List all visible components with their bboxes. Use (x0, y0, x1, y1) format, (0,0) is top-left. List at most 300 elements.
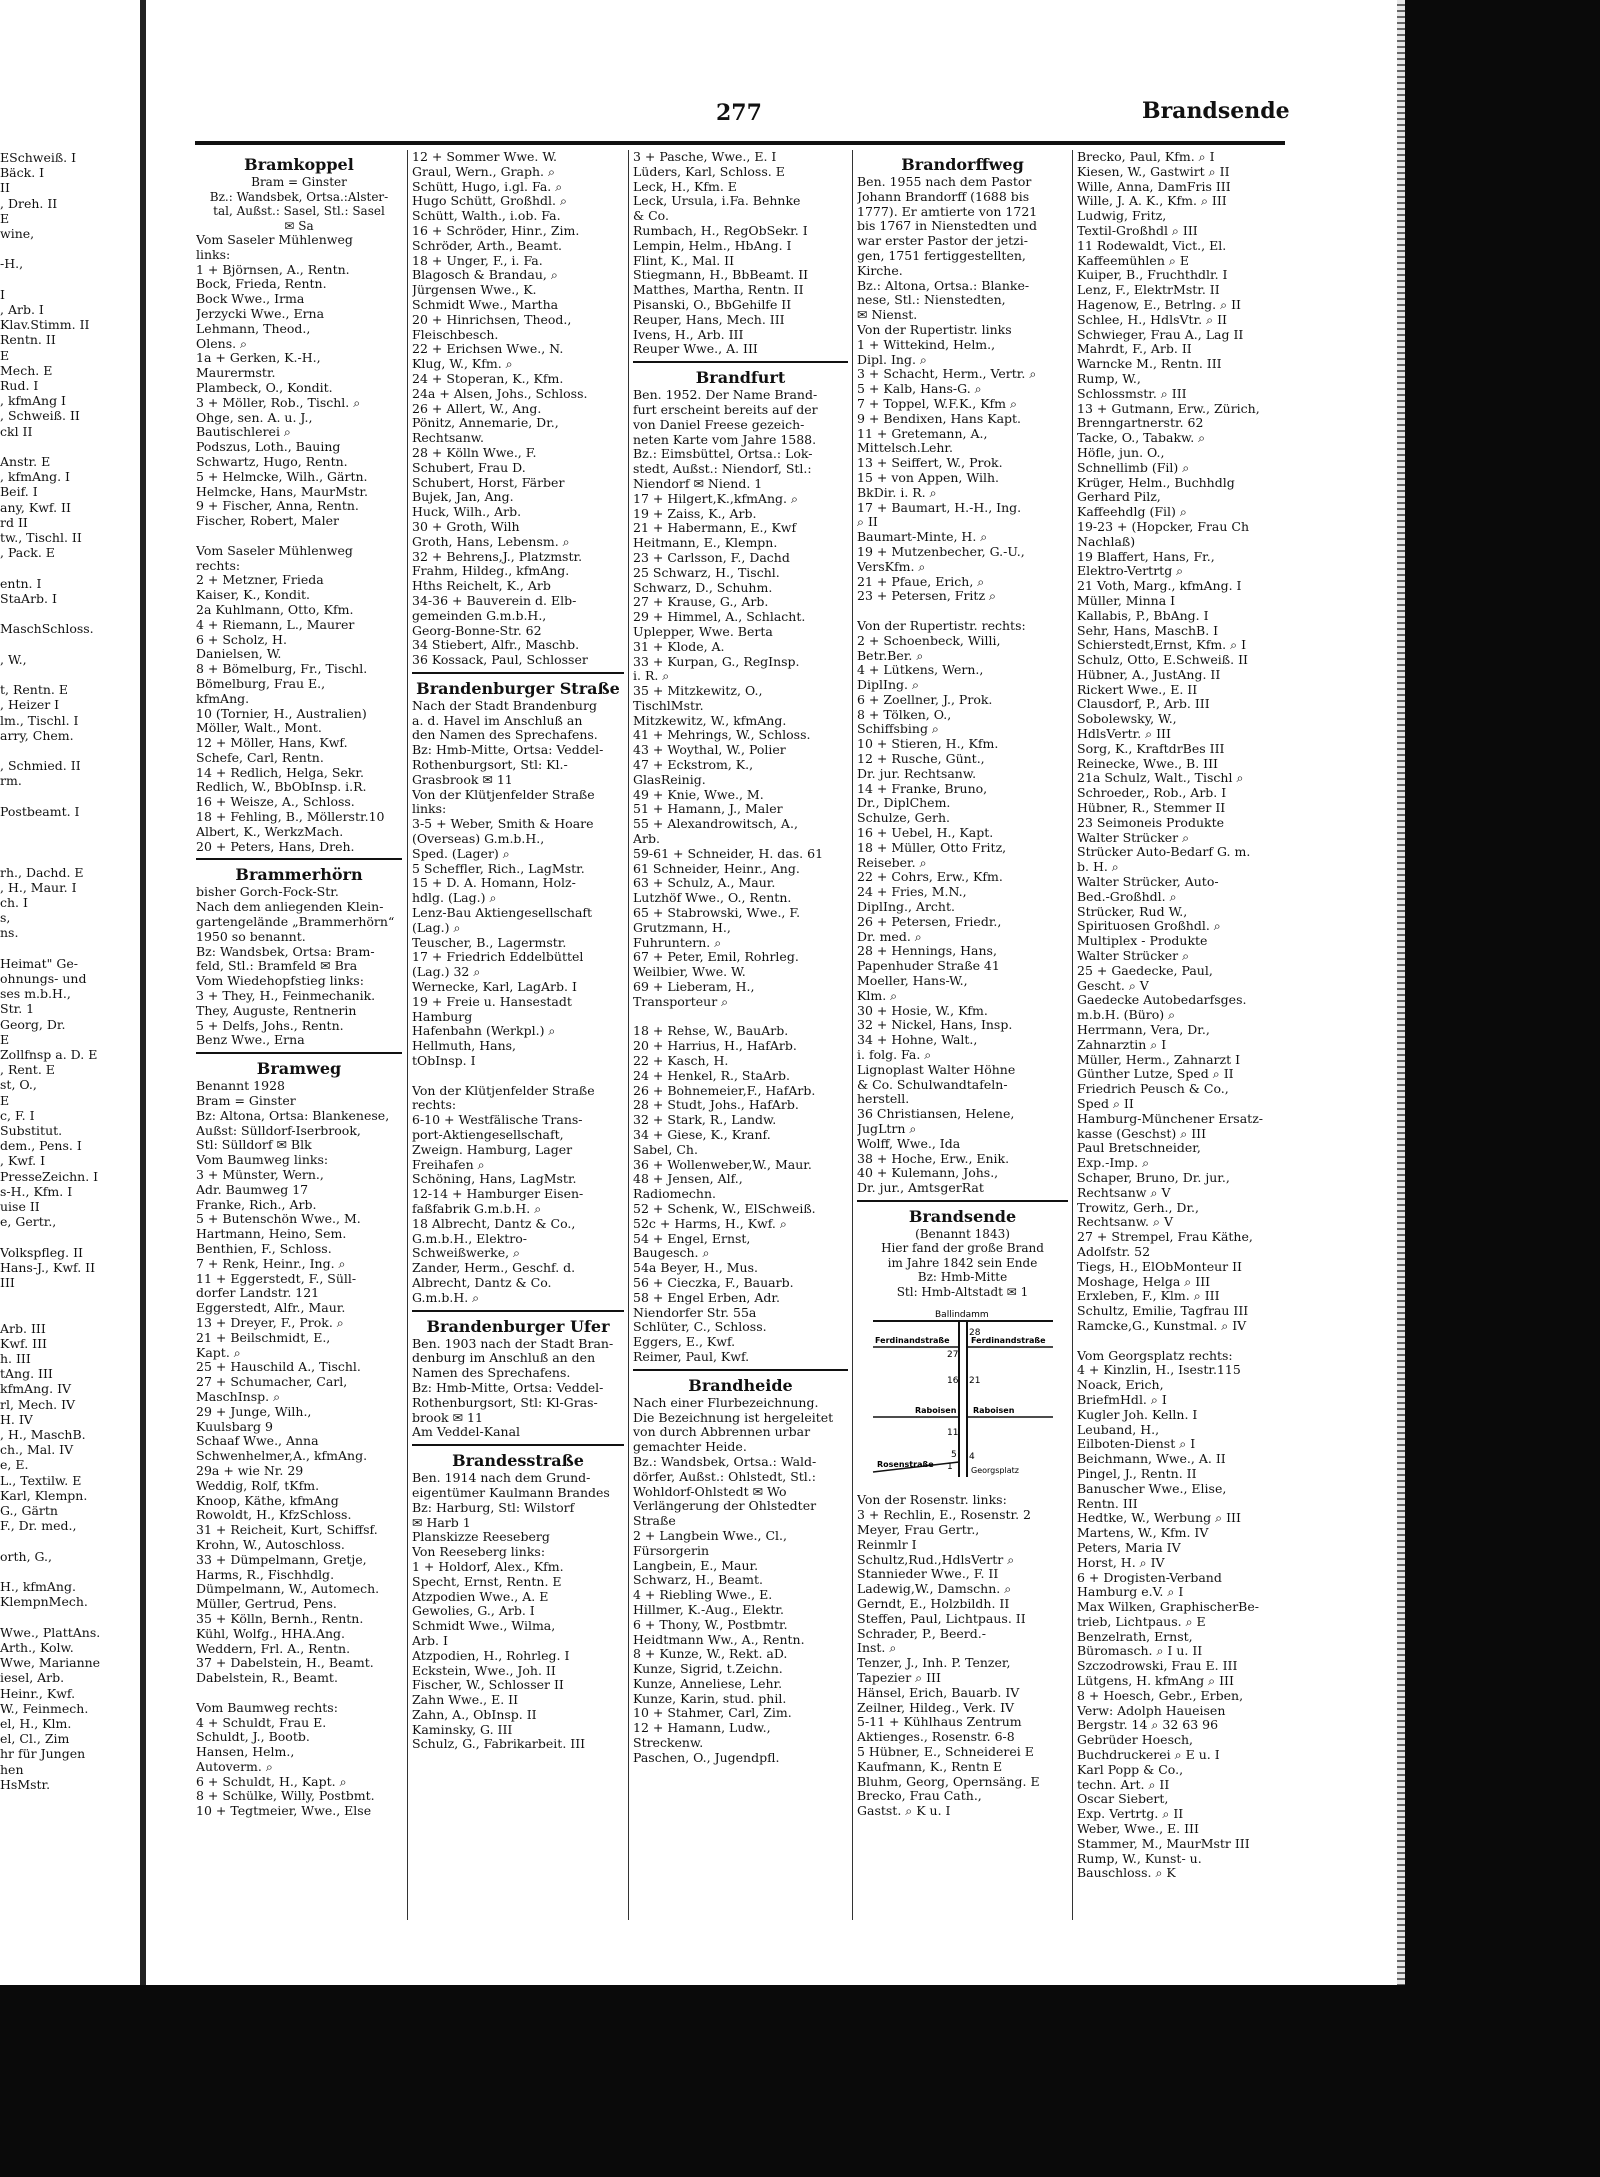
directory-line: el, Cl., Zim (0, 1731, 70, 1747)
directory-line: W., Feinmech. (0, 1700, 89, 1716)
directory-line: Zweign. Hamburg, Lager (412, 1142, 573, 1157)
directory-line: 32 + Stark, R., Landw. (633, 1113, 777, 1128)
directory-line: Gerhard Pilz, (1077, 490, 1161, 505)
directory-line: Zahn Wwe., E. II (412, 1693, 519, 1708)
directory-line: Olens. ⌕ (196, 336, 248, 351)
directory-line: 24 + Stoperan, K., Kfm. (412, 371, 564, 386)
directory-line: Paschen, O., Jugendpfl. (633, 1750, 780, 1765)
directory-line: 28 + Hennings, Hans, (857, 944, 997, 959)
directory-line: Schefe, Carl, Rentn. (196, 750, 324, 765)
directory-line (0, 439, 140, 454)
directory-line: 16 + Weisze, A., Schloss. (196, 795, 355, 810)
directory-line: Rentn. III (1077, 1496, 1138, 1511)
directory-line: E (0, 1031, 10, 1047)
address-list (633, 388, 848, 1365)
section-rule (196, 858, 402, 860)
directory-line: , W., (0, 651, 27, 667)
directory-line: L., Textilw. E (0, 1472, 82, 1488)
directory-line: Hamburg-Münchener Ersatz- (1077, 1111, 1264, 1126)
directory-line: Schulz, G., Fabrikarbeit. III (412, 1737, 586, 1752)
directory-line: Hugo Schütt, Großhdl. ⌕ (412, 194, 567, 209)
directory-line: Ohge, sen. A. u. J., (196, 410, 313, 425)
directory-line: 16 + Schröder, Hinr., Zim. (412, 223, 580, 238)
directory-line: links: (412, 802, 447, 817)
directory-line: 31 + Reicheit, Kurt, Schiffsf. (196, 1523, 378, 1538)
directory-line: Helmcke, Hans, MaurMstr. (196, 484, 368, 499)
directory-line: Möller, Walt., Mont. (196, 721, 322, 736)
directory-line (0, 606, 140, 621)
directory-line: Schöning, Hans, LagMstr. (412, 1172, 577, 1187)
directory-line: 8 + Bömelburg, Fr., Tischl. (196, 662, 368, 677)
directory-line: Walter Strücker, Auto- (1077, 875, 1219, 890)
directory-line: Multiplex - Produkte (1077, 934, 1208, 949)
directory-line: , Schmied. II (0, 758, 81, 774)
directory-line: wine, (0, 226, 35, 242)
directory-line: hdlg. (Lag.) ⌕ (412, 891, 497, 906)
directory-line: 21 + Habermann, E., Kwf (633, 521, 797, 536)
directory-line: Exp. Vertrtg. ⌕ II (1077, 1807, 1184, 1822)
directory-line: Lenz-Bau Aktiengesellschaft (412, 906, 593, 921)
directory-line: Harms, R., Fischhdlg. (196, 1567, 335, 1582)
directory-line: Grasbrook ✉ 11 (412, 772, 513, 787)
directory-line: Bock, Frieda, Rentn. (196, 277, 327, 292)
section-rule (857, 1200, 1068, 1202)
directory-line: , Schweiß. II (0, 408, 80, 424)
directory-line: furt erscheint bereits auf der (633, 402, 818, 417)
directory-line: 26 + Allert, W., Ang. (412, 401, 542, 416)
directory-line: 49 + Knie, Wwe., M. (633, 787, 764, 802)
column-4 (857, 150, 1068, 1930)
directory-line: Kwf. III (0, 1335, 47, 1351)
directory-line: 34 Stiebert, Alfr., Maschb. (412, 638, 580, 653)
directory-line: 7 + Toppel, W.F.K., Kfm ⌕ (857, 396, 1017, 411)
directory-line: 4 + Kinzlin, H., Isestr.115 (1077, 1363, 1241, 1378)
directory-line: 8 + Tölken, O., (857, 707, 952, 722)
directory-line: 29 + Himmel, A., Schlacht. (633, 610, 806, 625)
directory-line: Str. 1 (0, 1001, 35, 1017)
directory-line: 3 + Pasche, Wwe., E. I (633, 150, 777, 164)
directory-line: Bauschloss. ⌕ K (1077, 1866, 1176, 1881)
directory-line: 23 + Carlsson, F., Dachd (633, 550, 790, 565)
previous-page-fragment (0, 150, 140, 1930)
directory-line: Bergstr. 14 ⌕ 32 63 96 (1077, 1718, 1219, 1733)
directory-line: 11 + Gretemann, A., (857, 426, 988, 441)
directory-line: Von der Klütjenfelder Straße (412, 787, 595, 802)
directory-line: Hamburg (412, 1009, 473, 1024)
directory-line: 16 + Uebel, H., Kapt. (857, 826, 994, 841)
directory-line: Kapt. ⌕ (196, 1345, 241, 1360)
directory-line: 37 + Dabelstein, H., Beamt. (196, 1656, 374, 1671)
directory-line: Knoop, Käthe, kfmAng (196, 1493, 339, 1508)
directory-line (0, 637, 140, 652)
directory-line: 34 + Hohne, Walt., (857, 1033, 978, 1048)
directory-line: 13 + Seiffert, W., Prok. (857, 456, 1003, 471)
directory-line: e, Gertr., (0, 1214, 57, 1230)
directory-line: 4 + Riebling Wwe., E. (633, 1588, 773, 1603)
directory-line: 29 + Junge, Wilh., (196, 1404, 312, 1419)
directory-line: 5-11 + Kühlhaus Zentrum (857, 1715, 1022, 1730)
directory-line: Am Veddel-Kanal (412, 1425, 521, 1440)
directory-line: Hamburg e.V. ⌕ I (1077, 1585, 1184, 1600)
directory-line: Tenzer, J., Inh. P. Tenzer, (857, 1656, 1011, 1671)
map-house-number: 4 (968, 1452, 975, 1463)
directory-line: Wwe, Marianne (0, 1655, 101, 1671)
directory-line: 11 + Eggerstedt, F., Süll- (196, 1271, 357, 1286)
directory-line: 26 + Petersen, Friedr., (857, 914, 1002, 929)
directory-line: bisher Gorch-Fock-Str. (196, 885, 339, 900)
page-number: 277 (716, 100, 762, 126)
directory-line: Vom Saseler Mühlenweg (196, 543, 353, 558)
directory-line: Friedrich Peusch & Co., (1077, 1082, 1229, 1097)
directory-line: Zander, Herm., Geschf. d. (412, 1261, 576, 1276)
directory-line: H. IV (0, 1411, 33, 1427)
directory-line: 3 + Schacht, Herm., Vertr. ⌕ (857, 367, 1037, 382)
directory-line: Klug, W., Kfm. ⌕ (412, 357, 513, 372)
running-head: Brandsende (1142, 98, 1290, 124)
directory-line: Sorg, K., KraftdrBes III (1077, 741, 1225, 756)
address-list (412, 1337, 624, 1441)
directory-line: Stammer, M., MaurMstr III (1077, 1836, 1250, 1851)
directory-line: Kuiper, B., Fruchthdlr. I (1077, 268, 1228, 283)
directory-line: , Arb. I (0, 302, 44, 318)
directory-line: 14 + Redlich, Helga, Sekr. (196, 765, 364, 780)
directory-line: ch. I (0, 894, 28, 910)
directory-line: Langbein, E., Maur. (633, 1558, 759, 1573)
directory-line: den Namen des Sprechafens. (412, 728, 598, 743)
directory-line: Beif. I (0, 484, 38, 500)
directory-line: Spirituosen Großhdl. ⌕ (1077, 919, 1221, 934)
directory-line: (Benannt 1843) (915, 1226, 1010, 1241)
directory-line: 35 + Kölln, Bernh., Rentn. (196, 1611, 364, 1626)
directory-line: 51 + Hamann, J., Maler (633, 802, 783, 817)
directory-line: Schultz, Emilie, Tagfrau III (1077, 1304, 1249, 1319)
directory-line: Weber, Wwe., E. III (1077, 1822, 1199, 1837)
directory-line: 5 + Kalb, Hans-G. ⌕ (857, 382, 982, 397)
directory-line: 28 + Studt, Johs., HafArb. (633, 1098, 799, 1113)
directory-line: II (0, 180, 10, 196)
directory-line: 12 + Hamann, Ludw., (633, 1721, 771, 1736)
directory-line: Oscar Siebert, (1077, 1792, 1169, 1807)
directory-line: Lutzhöf Wwe., O., Rentn. (633, 891, 792, 906)
directory-line: 54a Beyer, H., Mus. (633, 1261, 758, 1276)
map-label-raboisen: Raboisen (972, 1406, 1014, 1416)
directory-line: Mitzkewitz, W., kfmAng. (633, 713, 787, 728)
directory-line: Exp.-Imp. ⌕ (1077, 1156, 1150, 1171)
directory-line: 58 + Engel Erben, Adr. (633, 1290, 780, 1305)
directory-line: Georg, Dr. (0, 1016, 66, 1032)
directory-line: Von Reeseberg links: (412, 1545, 546, 1560)
directory-line: Schlossmstr. ⌕ III (1077, 386, 1187, 401)
directory-line: Schnellimb (Fil) ⌕ (1077, 460, 1190, 475)
street-title: Brandsende (908, 1206, 1017, 1226)
scan-border-right (1405, 0, 1600, 2177)
directory-line: Fuhruntern. ⌕ (633, 935, 722, 950)
directory-line: Lüders, Karl, Schloss. E (633, 164, 785, 179)
directory-line: 9 + Fischer, Anna, Rentn. (196, 499, 359, 514)
directory-line: Schütt, Walth., i.ob. Fa. (412, 209, 561, 224)
directory-line: kasse (Geschst) ⌕ III (1077, 1126, 1207, 1141)
directory-line: 32 + Nickel, Hans, Insp. (857, 1018, 1013, 1033)
directory-line: Schuldt, J., Bootb. (196, 1730, 310, 1745)
directory-line: 5 + Butenschön Wwe., M. (196, 1212, 361, 1227)
directory-line: s-H., Kfm. I (0, 1183, 73, 1199)
directory-line: 59-61 + Schneider, H. das. 61 (633, 846, 824, 861)
directory-line: Adolfstr. 52 (1077, 1244, 1151, 1259)
directory-line: Dr., DiplChem. (857, 796, 951, 811)
directory-line: Walter Strücker ⌕ (1077, 949, 1190, 964)
column-divider (628, 150, 629, 1920)
directory-line: 24a + Alsen, Johs., Schloss. (412, 386, 588, 401)
directory-line: Bz: Hmb-Mitte, Ortsa: Veddel- (412, 1380, 604, 1395)
directory-line: Nach dem anliegenden Klein- (196, 900, 384, 915)
directory-line: Planskizze Reeseberg (412, 1530, 550, 1545)
directory-line: Buchdruckerei ⌕ E u. I (1077, 1748, 1220, 1763)
directory-line: Karl, Klempn. (0, 1487, 88, 1503)
directory-line: Kaffeemühlen ⌕ E (1077, 253, 1189, 268)
directory-line: Heinr., Kwf. (0, 1685, 76, 1701)
directory-line: Hths Reichelt, K., Arb (412, 579, 551, 594)
directory-line: 17 + Hilgert,K.,kfmAng. ⌕ (633, 491, 798, 506)
directory-line (0, 743, 140, 758)
column-divider (852, 150, 853, 1920)
directory-line: h. III (0, 1351, 31, 1367)
directory-line: Schwarz, D., Schuhm. (633, 580, 773, 595)
directory-line: Ben. 1952. Der Name Brand- (633, 388, 818, 403)
directory-line: war erster Pastor der jetzi- (857, 234, 1028, 249)
section-rule (412, 1310, 624, 1312)
directory-line: BkDir. i. R. ⌕ (857, 485, 937, 500)
directory-line: Kunze, Karin, stud. phil. (633, 1691, 787, 1706)
directory-line: G.m.b.H. ⌕ (412, 1290, 480, 1305)
directory-line: Textil-Großhdl ⌕ III (1077, 223, 1198, 238)
directory-line: 18 Albrecht, Dantz & Co., (412, 1216, 576, 1231)
directory-line: BriefmHdl. ⌕ I (1077, 1392, 1167, 1407)
directory-line: 54 + Engel, Ernst, (633, 1231, 751, 1246)
directory-line: Flint, K., Mal. II (633, 253, 735, 268)
directory-line: tw., Tischl. II (0, 530, 82, 546)
directory-line: Huck, Wilh., Arb. (412, 505, 522, 520)
directory-line: 4 + Schuldt, Frau E. (196, 1715, 327, 1730)
directory-line: Benzelrath, Ernst, (1077, 1629, 1193, 1644)
directory-line: Meyer, Frau Gertr., (857, 1523, 980, 1538)
directory-line: Schiffsbing ⌕ (857, 722, 939, 737)
directory-line: 2a Kuhlmann, Otto, Kfm. (196, 602, 354, 617)
directory-line: 65 + Stabrowski, Wwe., F. (633, 906, 801, 921)
directory-line: Hans-J., Kwf. II (0, 1259, 96, 1275)
directory-line: Erxleben, F., Klm. ⌕ III (1077, 1289, 1220, 1304)
directory-line: HdlsVertr. ⌕ III (1077, 727, 1171, 742)
street-title: Brandfurt (695, 368, 786, 388)
directory-line (633, 1010, 848, 1025)
directory-line: Hartmann, Heino, Sem. (196, 1227, 347, 1242)
directory-line: Vom Wiedehopfstieg links: (196, 974, 364, 989)
directory-line: Banuscher Wwe., Elise, (1077, 1481, 1227, 1496)
street-title: Brandenburger Straße (416, 678, 620, 698)
directory-line: Nachlaß) (1077, 534, 1136, 549)
directory-line: Papenhuder Straße 41 (857, 959, 1000, 974)
directory-line: Gescht. ⌕ V (1077, 978, 1149, 993)
directory-line: entn. I (0, 575, 42, 591)
directory-line: i. R. ⌕ (633, 669, 670, 684)
directory-line: Kuulsbarg 9 (196, 1419, 273, 1434)
directory-line: b. H. ⌕ (1077, 860, 1119, 875)
directory-line: Maurermstr. (196, 366, 276, 381)
directory-line: Gaedecke Autobedarfsges. (1077, 993, 1247, 1008)
directory-line: 18 + Unger, F., i. Fa. (412, 253, 543, 268)
directory-line: Ivens, H., Arb. III (633, 327, 744, 342)
directory-line: Bz: Altona, Ortsa: Blankenese, (196, 1108, 390, 1123)
directory-line: Bautischlerei ⌕ (196, 425, 291, 440)
directory-line: dörfer, Außst.: Ohlstedt, Stl.: (633, 1469, 816, 1484)
directory-line: Weddig, Rolf, tKfm. (196, 1478, 320, 1493)
street-title: Brandheide (688, 1375, 793, 1395)
directory-line: 22 + Kasch, H. (633, 1054, 729, 1069)
directory-line: 13 + Dreyer, F., Prok. ⌕ (196, 1315, 344, 1330)
directory-line: Sabel, Ch. (633, 1142, 698, 1157)
map-label-ferdinandstrasse: Ferdinandstraße (970, 1336, 1046, 1346)
directory-line: ✉ Nienst. (857, 308, 918, 323)
directory-line: Bömelburg, Frau E., (196, 676, 326, 691)
directory-line: Bz.: Wandsbek, Ortsa.: Wald- (633, 1454, 817, 1469)
column-1 (196, 150, 402, 1930)
address-list (633, 1396, 848, 1766)
map-label-ballindamm: Ballindamm (934, 1310, 989, 1321)
directory-line: Lütgens, H. kfmAng ⌕ III (1077, 1674, 1234, 1689)
directory-line: Baugesch. ⌕ (633, 1246, 710, 1261)
directory-line: Johann Brandorff (1688 bis (857, 189, 1030, 204)
directory-line: Reuper, Hans, Mech. III (633, 312, 785, 327)
directory-line: Rump, W., (1077, 371, 1141, 386)
directory-line: Gerndt, E., Holzbildh. II (857, 1597, 1010, 1612)
district-note: Bz.: Wandsbek, Ortsa.:Alster- tal, Außst.: Sasel, Stl.: Sasel ✉ Sa (209, 189, 389, 233)
directory-line: Volkspfleg. II (0, 1244, 83, 1260)
directory-line: Kiesen, W., Gastwirt ⌕ II (1077, 164, 1230, 179)
directory-line: DiplIng., Archt. (857, 900, 955, 915)
section-rule (633, 1369, 848, 1371)
directory-line: rh., Dachd. E (0, 864, 84, 880)
column-3 (633, 150, 848, 1930)
directory-line: Martens, W., Kfm. IV (1077, 1526, 1209, 1541)
directory-line: E (0, 1092, 10, 1108)
directory-line: 4 + Riemann, L., Maurer (196, 617, 355, 632)
directory-line: 5 Hübner, E., Schneiderei E (857, 1745, 1034, 1760)
column-2 (412, 150, 624, 1930)
directory-line: Heidtmann Ww., A., Rentn. (633, 1632, 805, 1647)
directory-line: Kaminsky, G. III (412, 1722, 513, 1737)
address-list (412, 1471, 624, 1752)
directory-line: Sehr, Hans, MaschB. I (1077, 623, 1219, 638)
directory-line: Tiegs, H., ElObMonteur II (1077, 1259, 1242, 1274)
directory-line: , H., Maur. I (0, 879, 77, 895)
directory-line (0, 941, 140, 956)
directory-line: 1950 so benannt. (196, 929, 306, 944)
map-house-number: 5 (950, 1450, 957, 1461)
directory-line: Uplepper, Wwe. Berta (633, 624, 773, 639)
directory-line: Brenngartnerstr. 62 (1077, 416, 1204, 431)
directory-line: 26 + Bohnemeier,F., HafArb. (633, 1083, 816, 1098)
directory-line: ckl II (0, 423, 33, 439)
directory-line: Arb. I (412, 1633, 448, 1648)
directory-line: rl, Mech. IV (0, 1396, 76, 1412)
directory-line: KlempnMech. (0, 1594, 88, 1610)
directory-line: 38 + Hoche, Erw., Enik. (857, 1151, 1010, 1166)
directory-line: Schwarz, H., Beamt. (633, 1573, 763, 1588)
directory-line: 7 + Renk, Heinr., Ing. ⌕ (196, 1256, 346, 1271)
directory-line: eigentümer Kaulmann Brandes (412, 1485, 610, 1500)
directory-line: Wille, J. A. K., Kfm. ⌕ III (1077, 194, 1227, 209)
book-spine (140, 0, 146, 1985)
directory-line: rechts: (196, 558, 241, 573)
directory-line: DiplIng. ⌕ (857, 678, 919, 693)
directory-line: ch., Mal. IV (0, 1442, 74, 1458)
directory-line (0, 667, 140, 682)
directory-line: Clausdorf, P., Arb. III (1077, 697, 1210, 712)
directory-line: Szczodrowski, Frau E. III (1077, 1659, 1238, 1674)
directory-line: Atzpodien, H., Rohrleg. I (412, 1648, 570, 1663)
directory-line: hr für Jungen (0, 1746, 86, 1762)
directory-line: feld, Stl.: Bramfeld ✉ Bra (196, 959, 358, 974)
directory-line: 23 Seimoneis Produkte (1077, 815, 1225, 830)
directory-line: H., kfmAng. (0, 1579, 76, 1595)
directory-line: ses m.b.H., (0, 986, 71, 1002)
street-note (857, 1227, 1068, 1300)
directory-line: Albert, K., WerkzMach. (196, 824, 344, 839)
directory-line: Hübner, R., Stemmer II (1077, 801, 1226, 816)
directory-line: Kühl, Wolfg., HHA.Ang. (196, 1626, 346, 1641)
directory-line: 69 + Lieberam, H., (633, 980, 755, 995)
directory-line: Arth., Kolw. (0, 1639, 74, 1655)
directory-line: 20 + Peters, Hans, Dreh. (196, 839, 355, 854)
directory-line: 34 + Giese, K., Kranf. (633, 1128, 771, 1142)
directory-line: faßfabrik G.m.b.H. ⌕ (412, 1201, 542, 1216)
directory-line: 27 + Strempel, Frau Käthe, (1077, 1230, 1253, 1245)
directory-line: 6 + Zoellner, J., Prok. (857, 692, 993, 707)
directory-line (0, 272, 140, 287)
directory-line: Sped. (Lager) ⌕ (412, 846, 510, 861)
directory-line: herstell. (857, 1092, 910, 1107)
directory-line: Inst. ⌕ (857, 1641, 897, 1656)
directory-line: Rump, W., Kunst- u. (1077, 1851, 1202, 1866)
directory-line: Blagosch & Brandau, ⌕ (412, 268, 558, 283)
directory-line: s, (0, 910, 11, 926)
directory-line: 52c + Harms, H., Kwf. ⌕ (633, 1216, 787, 1231)
directory-line: Eckstein, Wwe., Joh. II (412, 1663, 556, 1678)
directory-line: ESchweiß. I (0, 150, 77, 165)
directory-line (0, 1533, 140, 1548)
directory-line (196, 529, 402, 544)
directory-line: Franke, Rich., Arb. (196, 1197, 317, 1212)
directory-line: Müller, Minna I (1077, 593, 1176, 608)
directory-line: Hänsel, Erich, Bauarb. IV (857, 1685, 1020, 1700)
directory-line: Vom Georgsplatz rechts: (1077, 1348, 1233, 1363)
directory-line: 15 + D. A. Homann, Holz- (412, 876, 576, 891)
directory-line: Aktienges., Rosenstr. 6-8 (857, 1730, 1015, 1745)
directory-line: 25 Schwarz, H., Tischl. (633, 565, 780, 580)
directory-line: JugLtrn ⌕ (857, 1122, 917, 1136)
directory-line: Wernecke, Karl, LagArb. I (412, 980, 577, 995)
directory-line: 1 + Holdorf, Alex., Kfm. (412, 1559, 564, 1574)
directory-line: Außst: Sülldorf-Iserbrook, (196, 1123, 361, 1138)
directory-line: 11 Rodewaldt, Vict., El. (1077, 238, 1227, 253)
directory-line: PresseZeichn. I (0, 1168, 99, 1184)
directory-line: Krüger, Helm., Buchhdlg (1077, 475, 1235, 490)
directory-line: 17 + Friedrich Eddelbüttel (412, 950, 584, 965)
directory-line: 47 + Eckstrom, K., (633, 758, 754, 773)
directory-line: Gastst. ⌕ K u. I (857, 1804, 951, 1819)
directory-line: 10 + Stahmer, Carl, Zim. (633, 1706, 792, 1721)
directory-line: Frahm, Hildeg., kfmAng. (412, 564, 570, 579)
directory-line: TischlMstr. (633, 698, 704, 713)
